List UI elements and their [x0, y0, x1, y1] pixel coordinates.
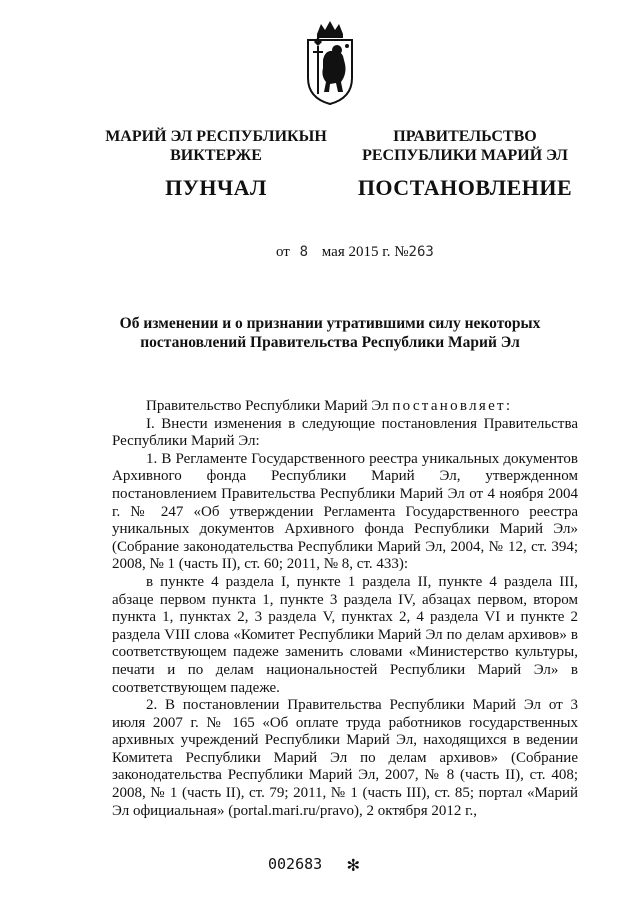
preamble-text: Правительство Республики Марий Эл	[146, 398, 389, 414]
header-right-line1: ПРАВИТЕЛЬСТВО	[393, 128, 537, 145]
paragraph-item-2: 2. В постановлении Правительства Республики Марий Эл от 3 июля 2007 г. № 165 «Об оплате труда работников государственных архивных учреждений Республики Марий Эл, находящихся в ведении Комитета Республики Марий Эл по делам архивов» (Собрание законодательства Республики Марий Эл, 2007, № 8 (часть II), ст. 408; 2008, № 1 (часть II), ст. 79; 2011, № 1 (часть III), ст. 85; портал «Марий Эл официальная» (portal.mari.ru/pravo), 2 октября 2012 г.,	[112, 697, 578, 819]
paragraph-preamble	[112, 398, 578, 416]
header-mari-block	[98, 127, 334, 201]
preamble-spaced-verb: постановляет:	[392, 398, 513, 414]
footer-serial	[268, 852, 359, 876]
paragraph-item-1: 1. В Регламенте Государственного реестра уникальных документов Архивного фонда Республики Марий Эл, утвержденном постановлением Правительства Республики Марий Эл от 4 ноября 2004 г. № 247 «Об утверждении Регламента Государственного реестра уникальных документов Архивного фонда Республики Марий Эл» (Собрание законодательства Республики Марий Эл, 2004, № 12, ст. 394; 2008, № 1 (часть II), ст. 60; 2011, № 8, ст. 433):	[112, 450, 578, 573]
header-left-line2: ВИКТЕРЖЕ	[170, 147, 262, 164]
header-russian-block	[350, 127, 580, 201]
header-left-line1: МАРИЙ ЭЛ РЕСПУБЛИКЫН	[105, 128, 327, 145]
document-body	[112, 398, 578, 820]
date-day: 8	[299, 244, 309, 260]
paragraph-section-1: I. Внести изменения в следующие постановления Правительства Республики Марий Эл:	[112, 415, 578, 450]
document-number: 263	[408, 244, 434, 260]
header-right-line2: РЕСПУБЛИКИ МАРИЙ ЭЛ	[362, 147, 568, 164]
document-title	[110, 314, 550, 352]
date-prefix: от	[276, 244, 290, 260]
paragraph-item-1-amendment: в пункте 4 раздела I, пункте 1 раздела II, пункте 4 раздела III, абзаце первом пункта 1, пункте 3 раздела IV, абзацах первом, втором пункта 1, пунктах 2, 3 раздела V, пунктах 2, 4 раздела VI и пункте 2 раздела VIII слова «Комитет Республики Марий Эл по делам архивов» в соответствующем падеже заменить словами «Министерство культуры, печати и по делам национальностей Республики Марий Эл» в соответствующем падеже.	[112, 573, 578, 696]
title-line1: Об изменении и о признании утратившими силу некоторых	[119, 315, 541, 332]
star-icon: ✻	[347, 852, 360, 876]
document-date-line	[276, 244, 434, 261]
coat-of-arms-icon	[303, 20, 357, 106]
date-month-year: мая 2015 г. №	[321, 244, 409, 260]
header-right-doc-type: ПОСТАНОВЛЕНИЕ	[357, 175, 573, 200]
header-left-doc-type: ПУНЧАЛ	[165, 175, 267, 200]
serial-number: 002683	[268, 855, 323, 873]
title-line2: постановлений Правительства Республики Марий Эл	[140, 334, 520, 351]
